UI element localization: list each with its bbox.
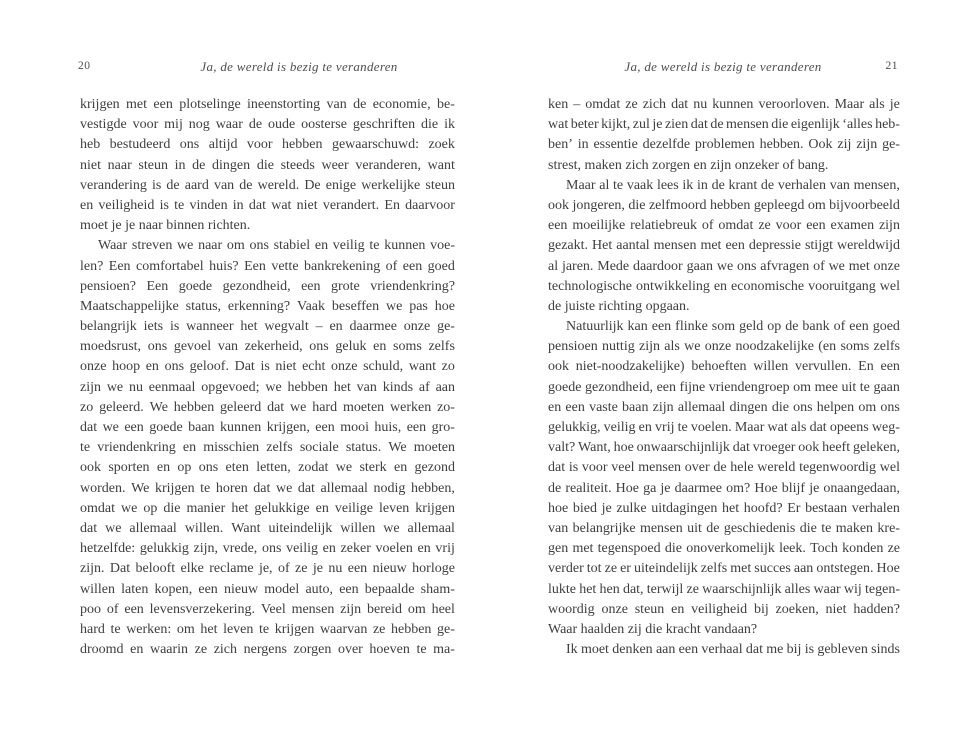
text-line: verandering is de aard van de wereld. De enige werkelijke steun — [80, 177, 455, 193]
text-line: moedsrust, ons gevoel van zekerheid, ons geluk en soms zelfs — [80, 339, 455, 355]
text-line: Waar streven we naar om ons stabiel en veilig te kunnen voe- — [98, 238, 455, 254]
text-line: te vriendenkring en misschien zelfs sociale status. We moeten — [80, 440, 455, 456]
text-line: droomd en waarin ze zich nergens zorgen over hoeven te ma- — [80, 642, 455, 658]
text-line: Ik moet denken aan een verhaal dat me bij is gebleven sinds — [566, 642, 900, 658]
text-line: technologische ontwikkeling en economische vooruitgang wel — [548, 278, 900, 294]
text-line: hoe bied je zulke uitdagingen het hoofd? Er bestaan verhalen — [548, 500, 900, 516]
text-line: Maatschappelijke status, erkenning? Vaak beseffen we pas hoe — [80, 298, 455, 314]
text-line: ook niet-noodzakelijke) behoeften willen vervullen. En een — [548, 359, 900, 375]
text-line: en een vaste baan zijn allemaal dingen die ons helpen om ons — [548, 399, 900, 415]
text-line: ook sporten en op ons eten letten, zodat we sterk en gezond — [80, 460, 455, 476]
text-line: Waar haalden zij die kracht vandaan? — [548, 621, 758, 637]
text-line: len? Een comfortabel huis? Een vette bankrekening of een goed — [80, 258, 455, 274]
text-line: wat beter kijkt, zul je zien dat de mensen die eigenlijk ‘alles heb- — [548, 117, 900, 133]
text-line: hetzelfde: gelukkig zijn, vrede, ons veilig en zeker voelen en vrij — [80, 541, 455, 557]
text-line: dat is voor veel mensen over de hele wereld tegenwoordig wel — [548, 460, 900, 476]
text-line: een moeilijke relatiebreuk of omdat ze voor een examen zijn — [548, 218, 900, 234]
text-line: gen met tegenspoed die onoverkomelijk leek. Toch konden ze — [548, 541, 900, 557]
running-head-right: Ja, de wereld is bezig te veranderen — [624, 59, 822, 74]
text-line: al jaren. Mede daardoor gaan we ons afvragen of we met onze — [548, 258, 900, 274]
text-line: ook jongeren, die zelfmoord hebben gepleegd om bijvoorbeeld — [548, 197, 900, 213]
text-line: ben’ in essentie dezelfde problemen hebben. Ook zij zijn ge- — [548, 137, 900, 153]
text-line: willen laten kopen, een nieuw model auto, een bepaalde sham- — [80, 581, 455, 597]
text-line: valt? Want, hoe onwaarschijnlijk dat vroeger ook heeft geleken, — [548, 440, 900, 456]
text-line: gezakt. Het aantal mensen met een depressie stijgt wereldwijd — [548, 238, 900, 254]
text-line: worden. We krijgen te horen dat we dat allemaal nodig hebben, — [80, 480, 455, 496]
text-line: dat we allemaal willen. Want uiteindelijk willen we allemaal — [80, 520, 455, 536]
page-number-right: 21 — [885, 60, 898, 72]
text-line: zijn we nu eenmaal opgevoed; we hebben het van kinds af aan — [80, 379, 455, 395]
text-line: verder tot ze er uiteindelijk zelfs met succes aan ontstegen. Hoe — [548, 561, 900, 577]
text-line: niet naar steun in de dingen die steeds weer veranderen, want — [80, 157, 455, 173]
text-line: omdat we op die manier het gelukkige en veilige leven krijgen — [80, 500, 455, 516]
text-line: zo geleerd. We hebben geleerd dat we hard moeten werken zo- — [80, 399, 455, 415]
text-line: onze hoop en ons geloof. Dat is niet echt onze schuld, want zo — [80, 359, 455, 375]
text-line: gelukkig, veilig en vrij te voelen. Maar wat als dat opeens weg- — [548, 420, 900, 435]
text-line: de juiste richting opgaan. — [548, 298, 690, 314]
running-head-left: Ja, de wereld is bezig te veranderen — [200, 59, 398, 74]
text-line: pensioen? Een goede gezondheid, een grote vriendenkring? — [80, 278, 455, 294]
text-line: Natuurlijk kan een flinke som geld op de bank of een goed — [566, 319, 900, 335]
text-line: hard te werken: om het leven te krijgen waarvan ze hebben ge- — [80, 621, 455, 637]
text-line: belangrijk iets is wanneer het wegvalt – en daarmee onze ge- — [80, 319, 455, 335]
text-line: pensioen nuttig zijn als we onze noodzakelijke (en soms zelfs — [548, 339, 900, 355]
text-line: de realiteit. Hoe ga je daarmee om? Hoe blijf je onaangedaan, — [548, 480, 900, 496]
text-line: poo of een levensverzekering. Veel mensen zijn bereid om heel — [80, 601, 455, 617]
text-line: moet je je naar binnen richten. — [80, 218, 251, 234]
text-column-left — [80, 97, 455, 662]
text-line: strest, maken zich zorgen en zijn onzeker of bang. — [548, 157, 829, 173]
page-number-left: 20 — [78, 60, 91, 72]
text-line: lukte het hen dat, terwijl ze waarschijnlijk alles waar wij tegen- — [548, 581, 900, 597]
text-line: ken – omdat ze zich dat nu kunnen veroorloven. Maar als je — [548, 97, 900, 112]
text-column-right — [548, 97, 900, 662]
text-line: goede gezondheid, een fijne vriendengroep om mee uit te gaan — [548, 379, 900, 395]
text-line: Maar al te vaak lees ik in de krant de verhalen van mensen, — [566, 177, 900, 193]
text-line: zijn. Dat belooft elke reclame je, of ze je nu een nieuw horloge — [80, 561, 455, 577]
text-line: dat we een goede baan kunnen krijgen, een mooi huis, een gro- — [80, 420, 455, 435]
text-line: en veiligheid is te vinden in dat wat niet verandert. En daarvoor — [80, 197, 455, 213]
text-line: van belangrijke mensen uit de geschiedenis die te maken kre- — [548, 520, 900, 536]
text-line: heb bestudeerd ons altijd voor hebben gewaarschuwd: zoek — [80, 137, 455, 153]
text-line: vestigde voor mij nog waar de oude oosterse geschriften die ik — [80, 117, 455, 133]
text-line: woordig onze steun en veiligheid bij zoeken, niet hadden? — [548, 601, 900, 617]
text-line: krijgen met een plotselinge ineenstorting van de economie, be- — [80, 97, 455, 112]
